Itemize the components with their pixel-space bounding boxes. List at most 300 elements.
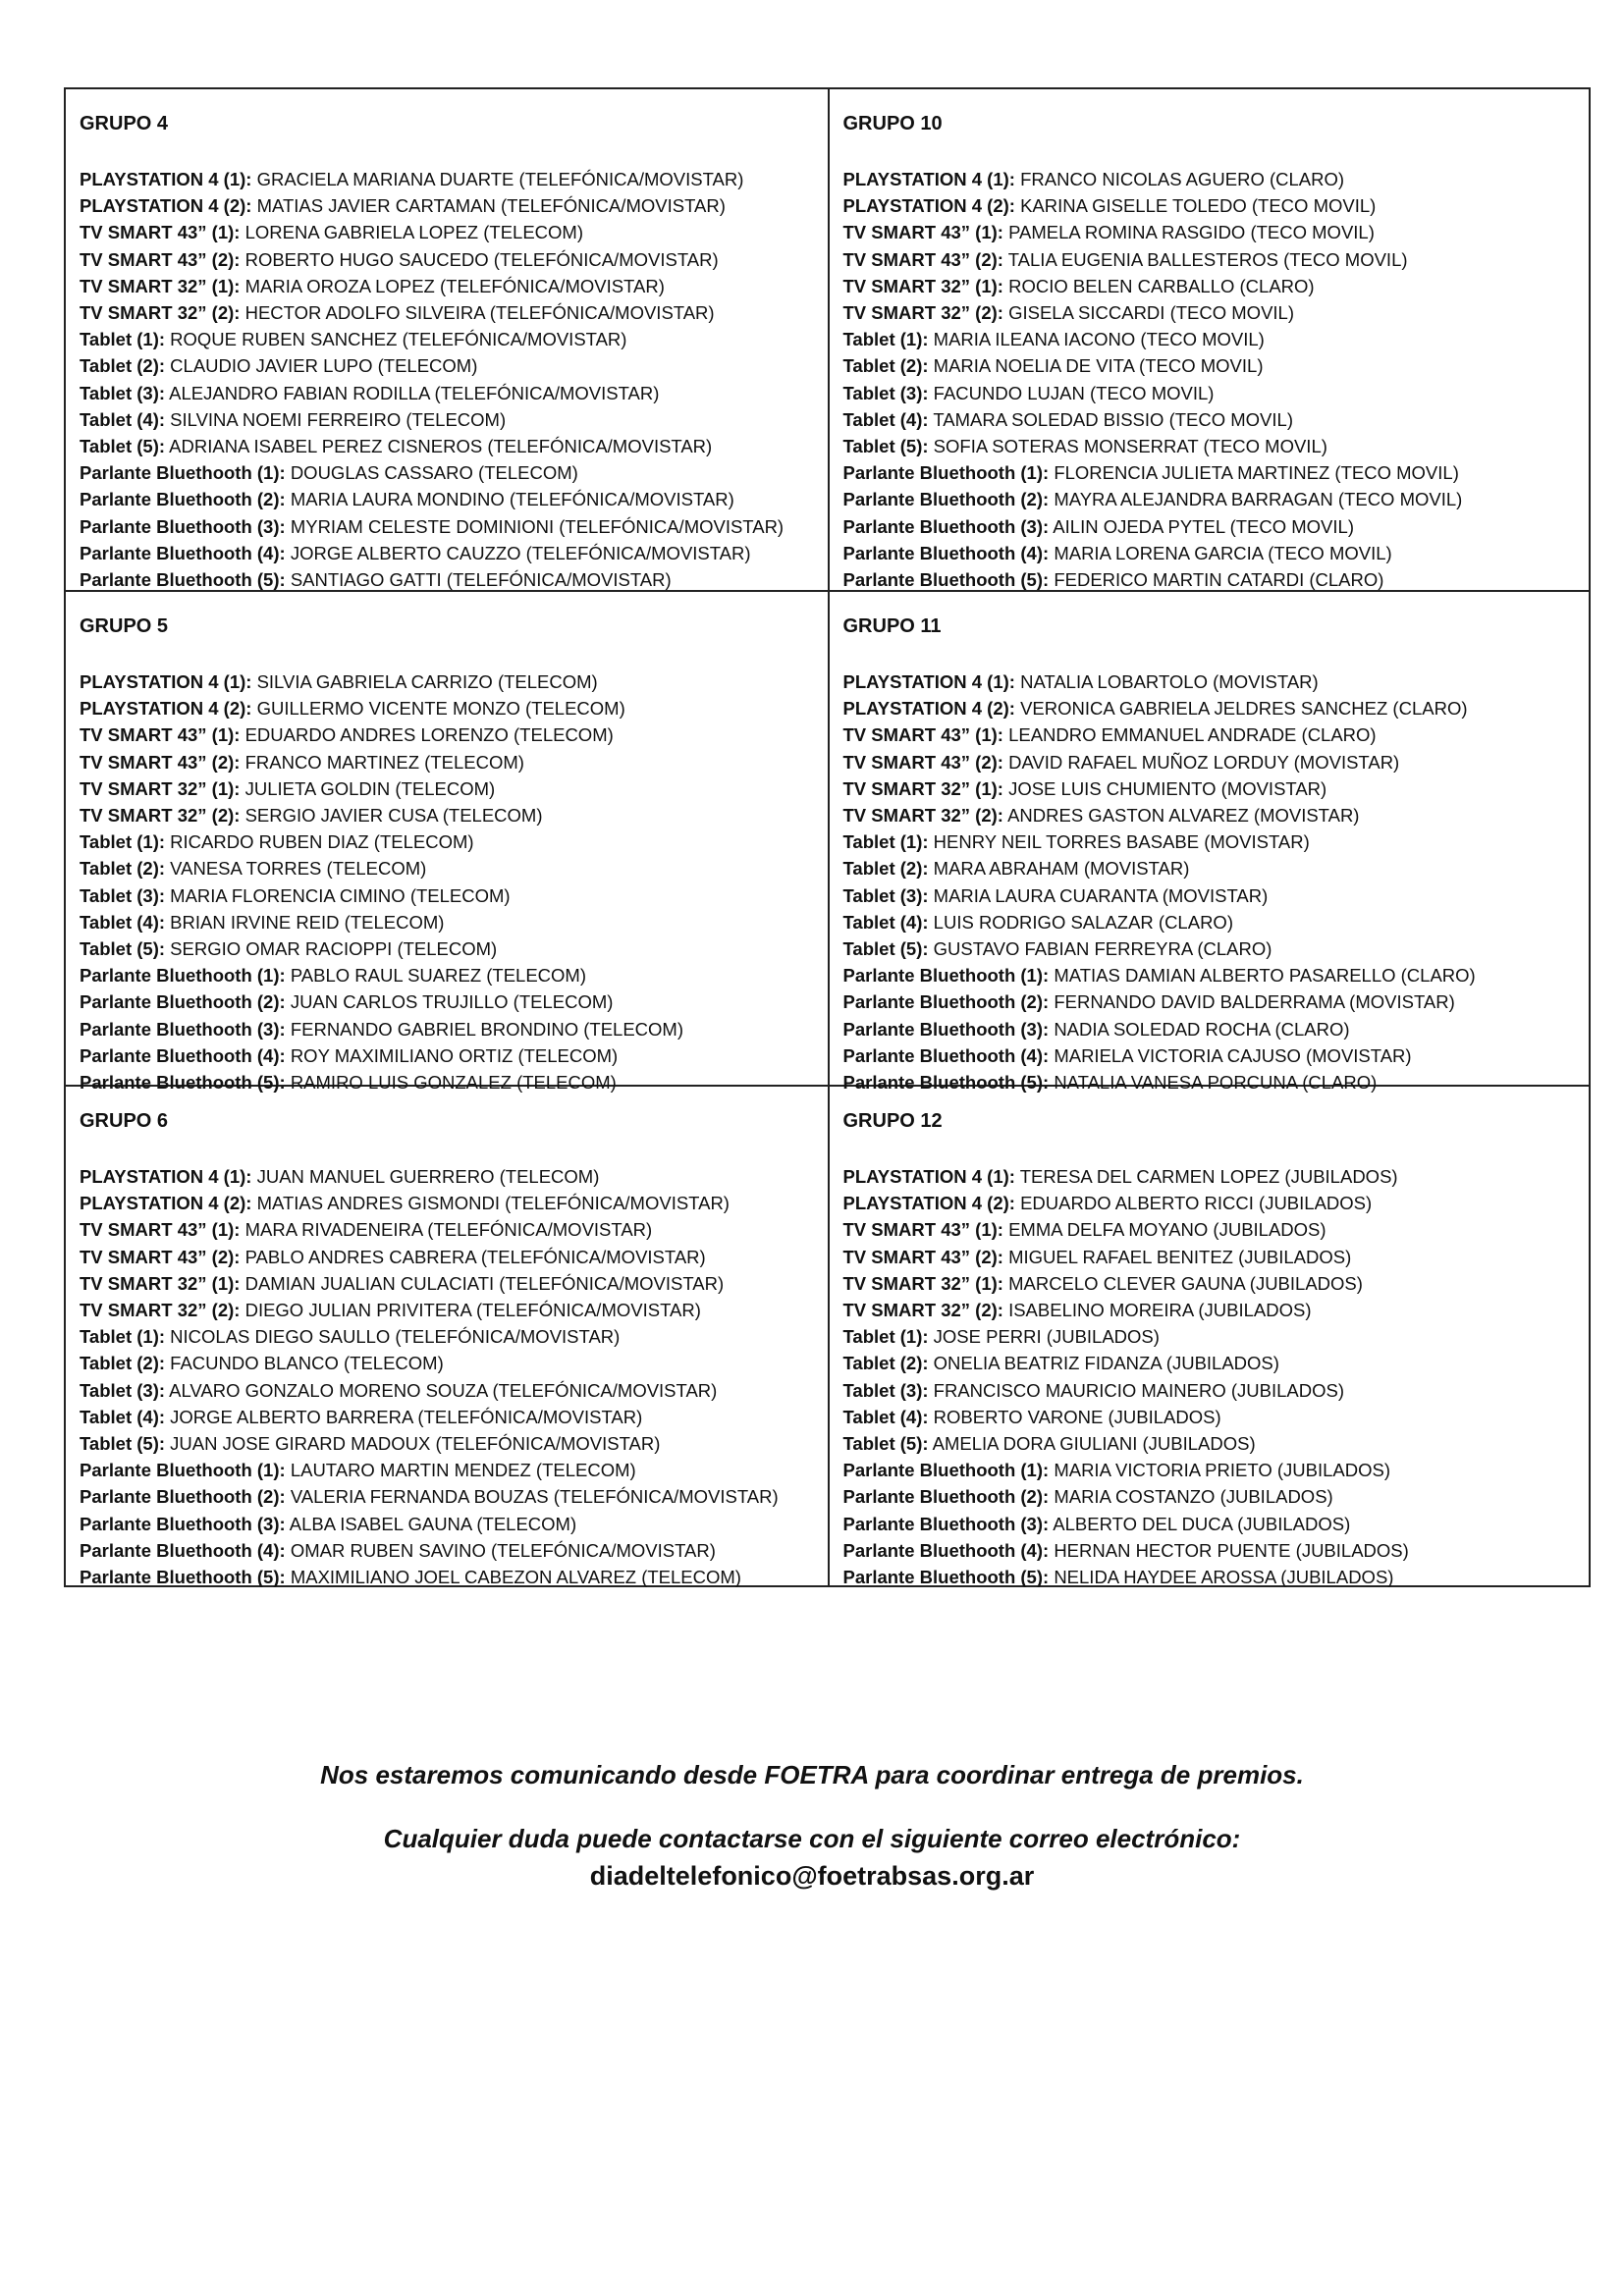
- winner-name: RAMIRO LUIS GONZALEZ (TELECOM): [290, 1072, 617, 1094]
- prize-label: TV SMART 43” (1):: [842, 724, 1003, 746]
- prize-label: Parlante Bluethooth (1):: [842, 462, 1050, 484]
- winner-name: PABLO RAUL SUAREZ (TELECOM): [290, 965, 587, 987]
- winner-name: GISELA SICCARDI (TECO MOVIL): [1008, 302, 1294, 324]
- winner-name: CLAUDIO JAVIER LUPO (TELECOM): [170, 355, 478, 377]
- prize-label: Parlante Bluethooth (2):: [80, 489, 286, 510]
- prize-entry: [80, 1323, 814, 1350]
- prize-entry: [843, 882, 1576, 909]
- winner-name: LORENA GABRIELA LOPEZ (TELECOM): [244, 222, 583, 243]
- winner-name: AMELIA DORA GIULIANI (JUBILADOS): [932, 1433, 1256, 1455]
- winner-name: SOFIA SOTERAS MONSERRAT (TECO MOVIL): [933, 436, 1327, 457]
- prize-label: TV SMART 43” (1):: [80, 724, 241, 746]
- prize-entry: [843, 1270, 1576, 1297]
- prize-label: Tablet (3):: [842, 1379, 929, 1401]
- prize-label: Tablet (3):: [80, 884, 166, 906]
- winners-table: [64, 87, 1591, 1587]
- prize-entry: [80, 1404, 814, 1430]
- winner-name: ANDRES GASTON ALVAREZ (MOVISTAR): [1007, 805, 1360, 827]
- prize-entry: [843, 1163, 1576, 1190]
- winner-name: RICARDO RUBEN DIAZ (TELECOM): [170, 831, 474, 853]
- winner-name: MARIELA VICTORIA CAJUSO (MOVISTAR): [1054, 1044, 1412, 1066]
- winner-name: EDUARDO ALBERTO RICCI (JUBILADOS): [1020, 1193, 1373, 1214]
- prize-entry: [80, 1042, 814, 1069]
- prize-entry: [843, 1564, 1576, 1590]
- prize-entry: [80, 1244, 814, 1270]
- prize-entry: [80, 273, 814, 299]
- prize-label: TV SMART 43” (1):: [842, 222, 1003, 243]
- winner-name: KARINA GISELLE TOLEDO (TECO MOVIL): [1020, 195, 1377, 217]
- winner-name: LUIS RODRIGO SALAZAR (CLARO): [933, 911, 1233, 933]
- prize-entry: [80, 1430, 814, 1457]
- prize-label: TV SMART 32” (2):: [80, 805, 241, 827]
- prize-label: TV SMART 32” (1):: [80, 1272, 241, 1294]
- prize-entry: [80, 988, 814, 1015]
- winner-name: JUAN CARLOS TRUJILLO (TELECOM): [290, 991, 614, 1013]
- prize-entry: [843, 513, 1576, 540]
- prize-entry: [80, 513, 814, 540]
- winner-name: HERNAN HECTOR PUENTE (JUBILADOS): [1054, 1539, 1409, 1561]
- prize-label: Parlante Bluethooth (4):: [842, 542, 1050, 563]
- group-cell: [66, 592, 828, 1094]
- winner-name: JOSE LUIS CHUMIENTO (MOVISTAR): [1008, 777, 1327, 799]
- prize-label: Tablet (3):: [842, 884, 929, 906]
- prize-label: Parlante Bluethooth (1):: [80, 1460, 286, 1481]
- prize-label: Parlante Bluethooth (2):: [80, 1486, 286, 1508]
- prize-label: TV SMART 32” (1):: [80, 777, 241, 799]
- prize-entry: [843, 1016, 1576, 1042]
- winner-name: MARCELO CLEVER GAUNA (JUBILADOS): [1008, 1272, 1363, 1294]
- table-row: [66, 590, 1589, 1094]
- winner-name: FLORENCIA JULIETA MARTINEZ (TECO MOVIL): [1054, 462, 1459, 484]
- prize-label: Parlante Bluethooth (3):: [80, 1513, 286, 1534]
- winner-name: TALIA EUGENIA BALLESTEROS (TECO MOVIL): [1007, 248, 1408, 270]
- prize-label: PLAYSTATION 4 (1):: [80, 169, 252, 189]
- winner-name: VALERIA FERNANDA BOUZAS (TELEFÓNICA/MOVISTAR): [290, 1486, 779, 1508]
- prize-label: Tablet (1):: [842, 831, 929, 853]
- prize-entry: [80, 935, 814, 962]
- winner-name: NICOLAS DIEGO SAULLO (TELEFÓNICA/MOVISTAR): [170, 1326, 621, 1348]
- prize-label: TV SMART 43” (2):: [80, 248, 241, 270]
- prize-label: PLAYSTATION 4 (1):: [842, 1166, 1015, 1187]
- prize-entry: [80, 566, 814, 593]
- winner-name: SANTIAGO GATTI (TELEFÓNICA/MOVISTAR): [290, 569, 672, 591]
- prize-label: Tablet (3):: [80, 382, 166, 403]
- winner-name: MARIA OROZA LOPEZ (TELEFÓNICA/MOVISTAR): [244, 275, 665, 296]
- prize-entry: [843, 192, 1576, 219]
- prize-label: PLAYSTATION 4 (1):: [842, 169, 1015, 189]
- winner-name: MARIA LORENA GARCIA (TECO MOVIL): [1054, 542, 1392, 563]
- table-row: [66, 1085, 1589, 1588]
- winner-name: MARA ABRAHAM (MOVISTAR): [933, 858, 1190, 880]
- winner-name: SILVIA GABRIELA CARRIZO (TELECOM): [256, 671, 598, 692]
- prize-label: TV SMART 43” (1):: [80, 222, 241, 243]
- winner-name: AILIN OJEDA PYTEL (TECO MOVIL): [1053, 515, 1354, 537]
- prize-entry: [843, 246, 1576, 273]
- prize-entry: [80, 855, 814, 881]
- prize-label: TV SMART 43” (2):: [842, 248, 1003, 270]
- prize-entry: [843, 486, 1576, 512]
- winner-name: FRANCO NICOLAS AGUERO (CLARO): [1020, 169, 1345, 189]
- winner-name: DIEGO JULIAN PRIVITERA (TELEFÓNICA/MOVISTAR): [244, 1300, 701, 1321]
- winner-name: ONELIA BEATRIZ FIDANZA (JUBILADOS): [933, 1353, 1279, 1374]
- prize-entry: [843, 935, 1576, 962]
- prize-entry: [80, 1270, 814, 1297]
- prize-label: Parlante Bluethooth (2):: [842, 1486, 1050, 1508]
- prize-label: Parlante Bluethooth (5):: [80, 569, 286, 591]
- prize-entry: [80, 1483, 814, 1510]
- prize-entry: [80, 166, 814, 192]
- prize-entry: [80, 380, 814, 406]
- prize-entry: [80, 1537, 814, 1564]
- prize-label: Parlante Bluethooth (2):: [842, 489, 1050, 510]
- winner-name: MATIAS JAVIER CARTAMAN (TELEFÓNICA/MOVISTAR): [256, 195, 726, 217]
- prize-label: Parlante Bluethooth (4):: [80, 1539, 286, 1561]
- winner-name: MARIA LAURA MONDINO (TELEFÓNICA/MOVISTAR): [290, 489, 734, 510]
- prize-entry: [80, 962, 814, 988]
- prize-label: Tablet (2):: [80, 1353, 166, 1374]
- winner-name: MARIA COSTANZO (JUBILADOS): [1054, 1486, 1333, 1508]
- prize-list: [80, 668, 814, 1095]
- prize-label: TV SMART 43” (2):: [842, 1246, 1003, 1267]
- prize-label: TV SMART 32” (2):: [842, 1300, 1003, 1321]
- prize-entry: [843, 1483, 1576, 1510]
- prize-label: PLAYSTATION 4 (1):: [80, 1166, 252, 1187]
- winner-name: FACUNDO BLANCO (TELECOM): [170, 1353, 444, 1374]
- prize-label: Parlante Bluethooth (1):: [842, 965, 1050, 987]
- prize-entry: [843, 1377, 1576, 1404]
- winner-name: MARA RIVADENEIRA (TELEFÓNICA/MOVISTAR): [244, 1219, 653, 1241]
- prize-list: [843, 668, 1576, 1095]
- prize-label: Tablet (1):: [80, 329, 166, 350]
- winner-name: ISABELINO MOREIRA (JUBILADOS): [1008, 1300, 1312, 1321]
- prize-entry: [843, 1297, 1576, 1323]
- prize-label: TV SMART 32” (1):: [80, 275, 241, 296]
- prize-label: Parlante Bluethooth (5):: [80, 1072, 286, 1094]
- prize-label: Tablet (1):: [842, 329, 929, 350]
- prize-entry: [80, 828, 814, 855]
- winner-name: JOSE PERRI (JUBILADOS): [933, 1326, 1160, 1348]
- prize-entry: [80, 192, 814, 219]
- prize-entry: [843, 406, 1576, 433]
- prize-entry: [843, 1430, 1576, 1457]
- prize-entry: [843, 721, 1576, 748]
- prize-label: Parlante Bluethooth (4):: [842, 1044, 1050, 1066]
- prize-entry: [80, 668, 814, 695]
- winner-name: DOUGLAS CASSARO (TELECOM): [290, 462, 578, 484]
- prize-entry: [843, 988, 1576, 1015]
- prize-label: Parlante Bluethooth (3):: [842, 515, 1050, 537]
- winner-name: LAUTARO MARTIN MENDEZ (TELECOM): [290, 1460, 636, 1481]
- winner-name: FERNANDO GABRIEL BRONDINO (TELECOM): [290, 1018, 684, 1040]
- group-cell: [828, 592, 1590, 1094]
- prize-entry: [843, 1244, 1576, 1270]
- winner-name: JORGE ALBERTO BARRERA (TELEFÓNICA/MOVISTAR): [170, 1406, 643, 1427]
- prize-label: PLAYSTATION 4 (1):: [842, 671, 1015, 692]
- prize-list: [843, 166, 1576, 593]
- winner-name: ROBERTO HUGO SAUCEDO (TELEFÓNICA/MOVISTAR): [244, 248, 719, 270]
- group-title: GRUPO 11: [842, 615, 942, 637]
- prize-label: Tablet (5):: [842, 1433, 929, 1455]
- prize-entry: [80, 1350, 814, 1376]
- prize-label: Tablet (1):: [842, 1326, 929, 1348]
- prize-label: Parlante Bluethooth (3):: [842, 1513, 1050, 1534]
- prize-label: Parlante Bluethooth (5):: [842, 1567, 1050, 1588]
- prize-entry: [80, 1163, 814, 1190]
- prize-label: Parlante Bluethooth (3):: [80, 515, 286, 537]
- prize-label: TV SMART 43” (2):: [80, 1246, 241, 1267]
- prize-entry: [843, 1537, 1576, 1564]
- winner-name: ADRIANA ISABEL PEREZ CISNEROS (TELEFÓNICA/MOVISTAR): [169, 436, 713, 457]
- prize-entry: [843, 855, 1576, 881]
- winner-name: MYRIAM CELESTE DOMINIONI (TELEFÓNICA/MOVISTAR): [290, 515, 785, 537]
- prize-entry: [80, 695, 814, 721]
- prize-entry: [80, 246, 814, 273]
- prize-entry: [80, 1377, 814, 1404]
- prize-entry: [80, 433, 814, 459]
- prize-entry: [843, 909, 1576, 935]
- prize-label: Tablet (1):: [80, 831, 166, 853]
- prize-entry: [843, 1042, 1576, 1069]
- prize-label: Parlante Bluethooth (4):: [842, 1539, 1050, 1561]
- prize-label: Tablet (4):: [842, 408, 929, 430]
- prize-entry: [843, 1323, 1576, 1350]
- winner-name: MARIA ILEANA IACONO (TECO MOVIL): [933, 329, 1265, 350]
- winner-name: ROY MAXIMILIANO ORTIZ (TELECOM): [290, 1044, 619, 1066]
- prize-entry: [80, 1016, 814, 1042]
- winner-name: EDUARDO ANDRES LORENZO (TELECOM): [244, 724, 614, 746]
- winner-name: SERGIO OMAR RACIOPPI (TELECOM): [170, 938, 498, 960]
- prize-entry: [843, 273, 1576, 299]
- group-title: GRUPO 12: [842, 1110, 943, 1132]
- group-cell: [828, 1087, 1590, 1588]
- prize-label: Tablet (2):: [842, 1353, 929, 1374]
- prize-entry: [843, 1511, 1576, 1537]
- prize-label: PLAYSTATION 4 (1):: [80, 671, 252, 692]
- prize-label: PLAYSTATION 4 (2):: [80, 698, 252, 720]
- winner-name: MARIA FLORENCIA CIMINO (TELECOM): [170, 884, 511, 906]
- winner-name: ROBERTO VARONE (JUBILADOS): [933, 1406, 1221, 1427]
- footer-notice: Nos estaremos comunicando desde FOETRA para coordinar entrega de premios.: [320, 1760, 1304, 1789]
- winner-name: TAMARA SOLEDAD BISSIO (TECO MOVIL): [933, 408, 1293, 430]
- prize-entry: [843, 775, 1576, 802]
- winner-name: DAMIAN JUALIAN CULACIATI (TELEFÓNICA/MOVISTAR): [244, 1272, 725, 1294]
- prize-entry: [80, 1190, 814, 1216]
- prize-label: Parlante Bluethooth (2):: [80, 991, 286, 1013]
- winner-name: ALBA ISABEL GAUNA (TELECOM): [289, 1513, 577, 1534]
- winner-name: GUSTAVO FABIAN FERREYRA (CLARO): [933, 938, 1272, 960]
- winner-name: JORGE ALBERTO CAUZZO (TELEFÓNICA/MOVISTAR): [290, 542, 751, 563]
- prize-entry: [843, 459, 1576, 486]
- winner-name: MAXIMILIANO JOEL CABEZON ALVAREZ (TELECOM): [290, 1567, 741, 1588]
- prize-entry: [80, 540, 814, 566]
- winner-name: MARIA LAURA CUARANTA (MOVISTAR): [933, 884, 1269, 906]
- prize-label: PLAYSTATION 4 (2):: [842, 698, 1015, 720]
- prize-entry: [843, 828, 1576, 855]
- winner-name: VANESA TORRES (TELECOM): [170, 858, 427, 880]
- winner-name: TERESA DEL CARMEN LOPEZ (JUBILADOS): [1019, 1166, 1398, 1187]
- prize-entry: [843, 668, 1576, 695]
- group-title: GRUPO 5: [80, 615, 169, 637]
- winner-name: FEDERICO MARTIN CATARDI (CLARO): [1054, 569, 1384, 591]
- prize-label: TV SMART 32” (1):: [842, 1272, 1003, 1294]
- prize-entry: [80, 721, 814, 748]
- prize-label: TV SMART 43” (1):: [842, 1219, 1003, 1241]
- winner-name: DAVID RAFAEL MUÑOZ LORDUY (MOVISTAR): [1008, 751, 1400, 773]
- winner-name: OMAR RUBEN SAVINO (TELEFÓNICA/MOVISTAR): [290, 1539, 716, 1561]
- winner-name: ROCIO BELEN CARBALLO (CLARO): [1008, 275, 1315, 296]
- winner-name: GUILLERMO VICENTE MONZO (TELECOM): [256, 698, 625, 720]
- prize-label: TV SMART 32” (1):: [842, 275, 1003, 296]
- prize-entry: [843, 695, 1576, 721]
- prize-label: Tablet (2):: [842, 858, 929, 880]
- winner-name: SERGIO JAVIER CUSA (TELECOM): [244, 805, 543, 827]
- prize-entry: [843, 1350, 1576, 1376]
- winner-name: NATALIA LOBARTOLO (MOVISTAR): [1020, 671, 1319, 692]
- prize-entry: [80, 406, 814, 433]
- prize-label: Tablet (4):: [842, 1406, 929, 1427]
- winner-name: BRIAN IRVINE REID (TELECOM): [170, 911, 445, 933]
- prize-entry: [80, 1511, 814, 1537]
- winner-name: MARIA VICTORIA PRIETO (JUBILADOS): [1054, 1460, 1390, 1481]
- prize-list: [843, 1163, 1576, 1590]
- prize-label: Tablet (2):: [842, 355, 929, 377]
- prize-entry: [843, 219, 1576, 245]
- group-title: GRUPO 6: [80, 1110, 169, 1132]
- winner-name: NADIA SOLEDAD ROCHA (CLARO): [1054, 1018, 1350, 1040]
- winner-name: PABLO ANDRES CABRERA (TELEFÓNICA/MOVISTAR): [244, 1246, 706, 1267]
- prize-entry: [80, 1564, 814, 1590]
- prize-label: Parlante Bluethooth (3):: [842, 1018, 1050, 1040]
- prize-label: Parlante Bluethooth (5):: [842, 1072, 1050, 1094]
- winner-name: JUAN MANUEL GUERRERO (TELECOM): [256, 1166, 600, 1187]
- winner-name: MIGUEL RAFAEL BENITEZ (JUBILADOS): [1008, 1246, 1352, 1267]
- prize-label: Tablet (4):: [80, 1406, 166, 1427]
- prize-label: Tablet (5):: [80, 436, 166, 457]
- prize-entry: [843, 299, 1576, 326]
- winner-name: SILVINA NOEMI FERREIRO (TELECOM): [170, 408, 507, 430]
- winner-name: FRANCISCO MAURICIO MAINERO (JUBILADOS): [933, 1379, 1345, 1401]
- prize-entry: [80, 909, 814, 935]
- prize-label: Tablet (5):: [842, 436, 929, 457]
- prize-label: TV SMART 43” (2):: [842, 751, 1003, 773]
- prize-label: TV SMART 32” (2):: [80, 1300, 241, 1321]
- winner-name: ALVARO GONZALO MORENO SOUZA (TELEFÓNICA/MOVISTAR): [169, 1379, 718, 1401]
- prize-label: TV SMART 43” (1):: [80, 1219, 241, 1241]
- prize-label: Tablet (2):: [80, 355, 166, 377]
- group-cell: [828, 89, 1590, 590]
- prize-label: PLAYSTATION 4 (2):: [842, 195, 1015, 217]
- prize-entry: [843, 540, 1576, 566]
- table-row: [66, 89, 1589, 590]
- group-cell: [66, 1087, 828, 1588]
- prize-label: Parlante Bluethooth (4):: [80, 542, 286, 563]
- prize-entry: [843, 1190, 1576, 1216]
- prize-entry: [843, 166, 1576, 192]
- winner-name: GRACIELA MARIANA DUARTE (TELEFÓNICA/MOVISTAR): [256, 169, 744, 189]
- prize-entry: [843, 749, 1576, 775]
- winner-name: HECTOR ADOLFO SILVEIRA (TELEFÓNICA/MOVISTAR): [244, 302, 715, 324]
- group-title: GRUPO 10: [842, 113, 943, 134]
- prize-label: Tablet (1):: [80, 1326, 166, 1348]
- prize-label: Tablet (3):: [842, 382, 929, 403]
- group-title: GRUPO 4: [80, 113, 169, 134]
- prize-entry: [843, 802, 1576, 828]
- prize-entry: [80, 802, 814, 828]
- prize-entry: [80, 486, 814, 512]
- prize-label: Parlante Bluethooth (2):: [842, 991, 1050, 1013]
- winner-name: NATALIA VANESA PORCUNA (CLARO): [1054, 1072, 1378, 1094]
- winner-name: FRANCO MARTINEZ (TELECOM): [244, 751, 524, 773]
- winner-name: MATIAS DAMIAN ALBERTO PASARELLO (CLARO): [1054, 965, 1476, 987]
- prize-label: Tablet (2):: [80, 858, 166, 880]
- footer-contact-text: Cualquier duda puede contactarse con el siguiente correo electrónico:: [383, 1824, 1241, 1853]
- prize-label: Tablet (5):: [80, 1433, 166, 1455]
- prize-entry: [80, 1457, 814, 1483]
- winner-name: ROQUE RUBEN SANCHEZ (TELEFÓNICA/MOVISTAR): [170, 329, 627, 350]
- prize-label: Tablet (5):: [842, 938, 929, 960]
- prize-label: TV SMART 32” (1):: [842, 777, 1003, 799]
- prize-label: Parlante Bluethooth (5):: [842, 569, 1050, 591]
- prize-label: Tablet (4):: [80, 911, 166, 933]
- prize-label: TV SMART 32” (2):: [842, 805, 1003, 827]
- prize-entry: [80, 299, 814, 326]
- winner-name: MAYRA ALEJANDRA BARRAGAN (TECO MOVIL): [1054, 489, 1463, 510]
- prize-label: PLAYSTATION 4 (2):: [80, 195, 252, 217]
- prize-label: Parlante Bluethooth (5):: [80, 1567, 286, 1588]
- winner-name: ALBERTO DEL DUCA (JUBILADOS): [1053, 1513, 1351, 1534]
- prize-label: TV SMART 32” (2):: [842, 302, 1003, 324]
- prize-label: Tablet (4):: [842, 911, 929, 933]
- prize-label: Parlante Bluethooth (1):: [842, 1460, 1050, 1481]
- prize-entry: [80, 1216, 814, 1243]
- prize-entry: [843, 1216, 1576, 1243]
- prize-label: TV SMART 32” (2):: [80, 302, 241, 324]
- prize-label: PLAYSTATION 4 (2):: [842, 1193, 1015, 1214]
- prize-entry: [843, 566, 1576, 593]
- winner-name: FERNANDO DAVID BALDERRAMA (MOVISTAR): [1054, 991, 1455, 1013]
- prize-list: [80, 1163, 814, 1590]
- prize-entry: [80, 459, 814, 486]
- prize-label: Parlante Bluethooth (1):: [80, 965, 286, 987]
- prize-entry: [80, 882, 814, 909]
- winner-name: HENRY NEIL TORRES BASABE (MOVISTAR): [933, 831, 1310, 853]
- contact-email: diadeltelefonico@foetrabsas.org.ar: [589, 1861, 1035, 1891]
- prize-entry: [80, 326, 814, 352]
- winner-name: JULIETA GOLDIN (TELECOM): [244, 777, 496, 799]
- prize-entry: [843, 433, 1576, 459]
- winner-name: PAMELA ROMINA RASGIDO (TECO MOVIL): [1008, 222, 1375, 243]
- prize-entry: [80, 1297, 814, 1323]
- prize-label: Tablet (4):: [80, 408, 166, 430]
- winner-name: VERONICA GABRIELA JELDRES SANCHEZ (CLARO): [1020, 698, 1468, 720]
- prize-label: Tablet (5):: [80, 938, 166, 960]
- prize-entry: [80, 749, 814, 775]
- prize-label: Tablet (3):: [80, 1379, 166, 1401]
- prize-list: [80, 166, 814, 593]
- winner-name: ALEJANDRO FABIAN RODILLA (TELEFÓNICA/MOVISTAR): [169, 382, 660, 403]
- prize-entry: [80, 352, 814, 379]
- group-cell: [66, 89, 828, 590]
- prize-entry: [843, 326, 1576, 352]
- winner-name: LEANDRO EMMANUEL ANDRADE (CLARO): [1008, 724, 1377, 746]
- prize-entry: [843, 962, 1576, 988]
- winner-name: MATIAS ANDRES GISMONDI (TELEFÓNICA/MOVISTAR): [256, 1193, 730, 1214]
- prize-label: TV SMART 43” (2):: [80, 751, 241, 773]
- prize-entry: [843, 1457, 1576, 1483]
- winner-name: EMMA DELFA MOYANO (JUBILADOS): [1008, 1219, 1326, 1241]
- prize-label: Parlante Bluethooth (3):: [80, 1018, 286, 1040]
- prize-entry: [843, 1404, 1576, 1430]
